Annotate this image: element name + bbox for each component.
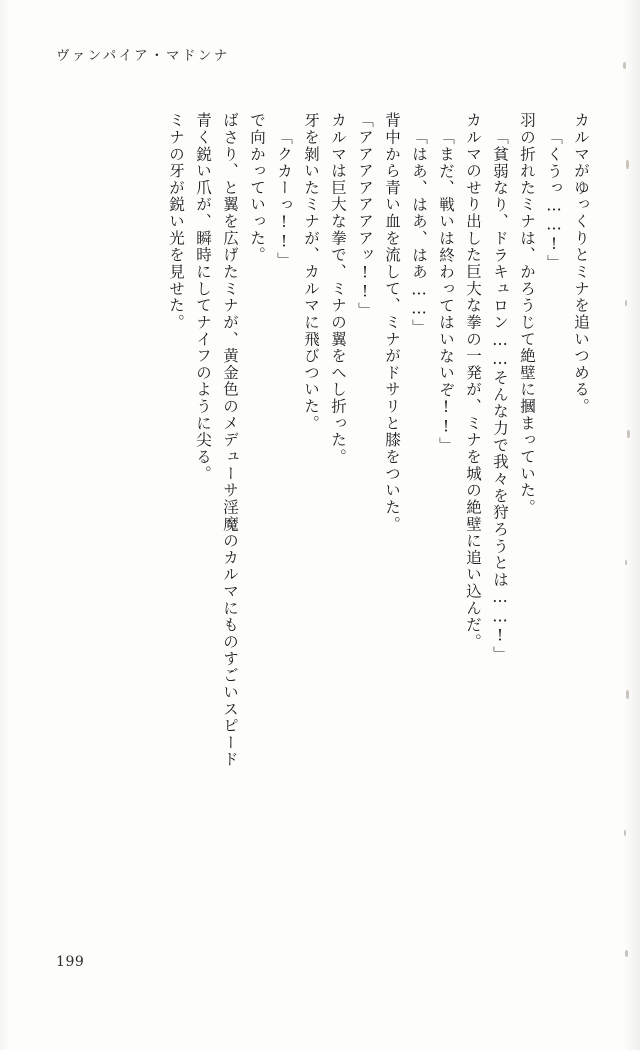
text-column: 「くうっ……!」 — [545, 129, 563, 272]
text-column: ミナの牙が鋭い光を見せた。 — [167, 112, 185, 331]
text-column: 「はあ、はあ、はあ……」 — [410, 129, 428, 336]
scan-speck — [627, 430, 630, 438]
scan-speck — [626, 690, 629, 699]
page-right-shade — [624, 0, 640, 1050]
body-text-columns — [56, 112, 588, 912]
scan-speck — [624, 830, 626, 836]
text-column: カルマのせり出した巨大な拳の一発が、ミナを城の絶壁に追い込んだ。 — [464, 112, 482, 651]
scan-speck — [625, 300, 627, 306]
scan-speck — [626, 160, 629, 169]
scan-speck — [623, 62, 626, 69]
text-column: 青く鋭い爪が、瞬時にしてナイフのように尖る。 — [194, 112, 212, 482]
text-column: カルマは巨大な拳で、ミナの翼をへし折った。 — [329, 112, 347, 466]
text-column: 「まだ、戦いは終わってはいないぞ!!」 — [437, 129, 455, 454]
scan-speck — [625, 950, 628, 957]
text-column: で向かっていった。 — [248, 112, 266, 264]
text-column: カルマがゆっくりとミナを追いつめる。 — [572, 112, 590, 415]
page-number: 199 — [56, 954, 85, 970]
text-column: 牙を剝いたミナが、カルマに飛びついた。 — [302, 112, 320, 432]
page-left-shade — [0, 0, 10, 1050]
running-head: ヴァンパイア・マドンナ — [56, 48, 230, 64]
text-column: 背中から青い血を流して、ミナがドサリと膝をついた。 — [383, 112, 401, 533]
scan-speck — [625, 560, 627, 565]
text-column: 「貧弱なり、ドラキュロン……そんな力で我々を狩ろうとは……!」 — [491, 129, 509, 663]
text-column: ばさり、と翼を広げたミナが、黄金色のメデューサ淫魔のカルマにものすごいスピード — [221, 112, 239, 768]
text-column: 「クカーっ!!」 — [275, 129, 293, 269]
text-column: 羽の折れたミナは、かろうじて絶壁に摑まっていた。 — [518, 112, 536, 516]
text-column: 「アアアアアアアッ!!」 — [356, 112, 374, 319]
